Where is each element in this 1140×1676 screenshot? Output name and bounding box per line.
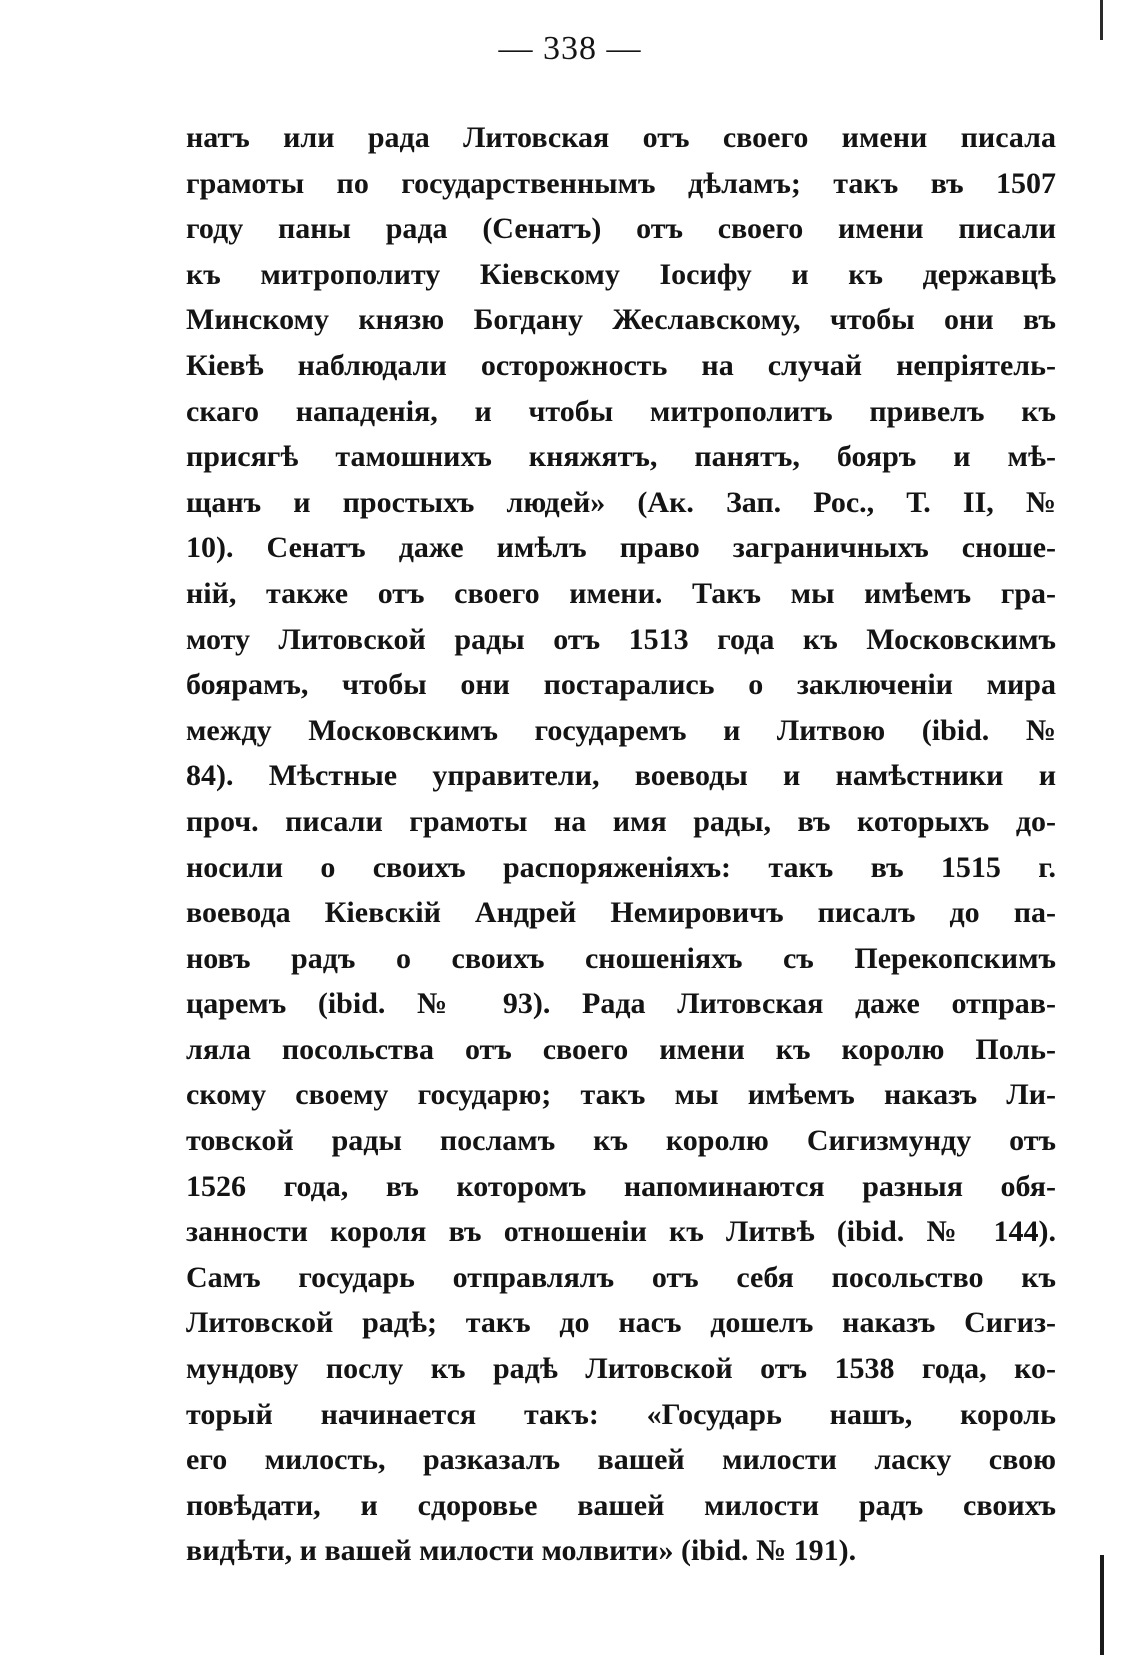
text-line: между Московскимъ государемъ и Литвою (ibid. № [186, 713, 1056, 747]
text-line: скаго нападенія, и чтобы митрополитъ привелъ къ [186, 394, 1056, 428]
text-line: носили о своихъ распоряженіяхъ: такъ въ 1515 г. [186, 850, 1056, 884]
text-line: присягѣ тамошнихъ княжятъ, панятъ, бояръ и мѣ- [186, 440, 1056, 474]
text-line: торый начинается такъ: «Государь нашъ, король [186, 1397, 1056, 1431]
text-line: новъ радъ о своихъ сношеніяхъ съ Перекопскимъ [186, 941, 1056, 975]
page-number: — 338 — [498, 30, 642, 67]
text-line: повѣдати, и сдоровье вашей милости радъ своихъ [186, 1488, 1056, 1522]
text-line: 84). Мѣстные управители, воеводы и намѣстники и [186, 759, 1056, 793]
text-line: къ митрополиту Кіевскому Іосифу и къ державцѣ [186, 257, 1056, 291]
text-line: 1526 года, въ которомъ напоминаются разныя обя- [186, 1169, 1056, 1203]
text-line: ній, также отъ своего имени. Такъ мы имѣемъ гра- [186, 576, 1056, 610]
text-line: его милость, разказалъ вашей милости ласку свою [186, 1443, 1056, 1477]
text-line: воевода Кіевскій Андрей Немировичъ писалъ до па- [186, 896, 1056, 930]
body-text [186, 115, 1056, 1574]
scan-margin-mark [1100, 1555, 1104, 1655]
text-line-last: видѣти, и вашей милости молвити» (ibid. № 191). [186, 1534, 857, 1568]
text-line: мундову послу къ радѣ Литовской отъ 1538 года, ко- [186, 1352, 1056, 1386]
text-line: году паны рада (Сенатъ) отъ своего имени писали [186, 212, 1056, 246]
text-line: царемъ (ibid. № 93). Рада Литовская даже отправ- [186, 987, 1056, 1021]
text-line: Минскому князю Богдану Жеславскому, чтобы они въ [186, 303, 1056, 337]
text-line: моту Литовской рады отъ 1513 года къ Московскимъ [186, 622, 1056, 656]
text-line: натъ или рада Литовская отъ своего имени писала [186, 121, 1056, 154]
text-line: Кіевѣ наблюдали осторожность на случай непріятель- [186, 348, 1056, 382]
text-line: Литовской радѣ; такъ до насъ дошелъ наказъ Сигиз- [186, 1306, 1056, 1340]
text-line: занности короля въ отношеніи къ Литвѣ (ibid. № 144). [186, 1215, 1056, 1249]
text-line: ляла посольства отъ своего имени къ королю Поль- [186, 1032, 1056, 1066]
text-line: Самъ государь отправлялъ отъ себя посольство къ [186, 1260, 1056, 1294]
text-line: скому своему государю; такъ мы имѣемъ наказъ Ли- [186, 1078, 1056, 1112]
text-line: товской рады посламъ къ королю Сигизмунду отъ [186, 1124, 1056, 1158]
text-line: щанъ и простыхъ людей» (Ак. Зап. Рос., Т. II, № [186, 485, 1056, 519]
text-line: боярамъ, чтобы они постарались о заключеніи мира [186, 668, 1056, 702]
text-line: проч. писали грамоты на имя рады, въ которыхъ до- [186, 804, 1056, 838]
text-line: 10). Сенатъ даже имѣлъ право заграничныхъ сноше- [186, 531, 1056, 565]
text-line: грамоты по государственнымъ дѣламъ; такъ въ 1507 [186, 166, 1056, 200]
